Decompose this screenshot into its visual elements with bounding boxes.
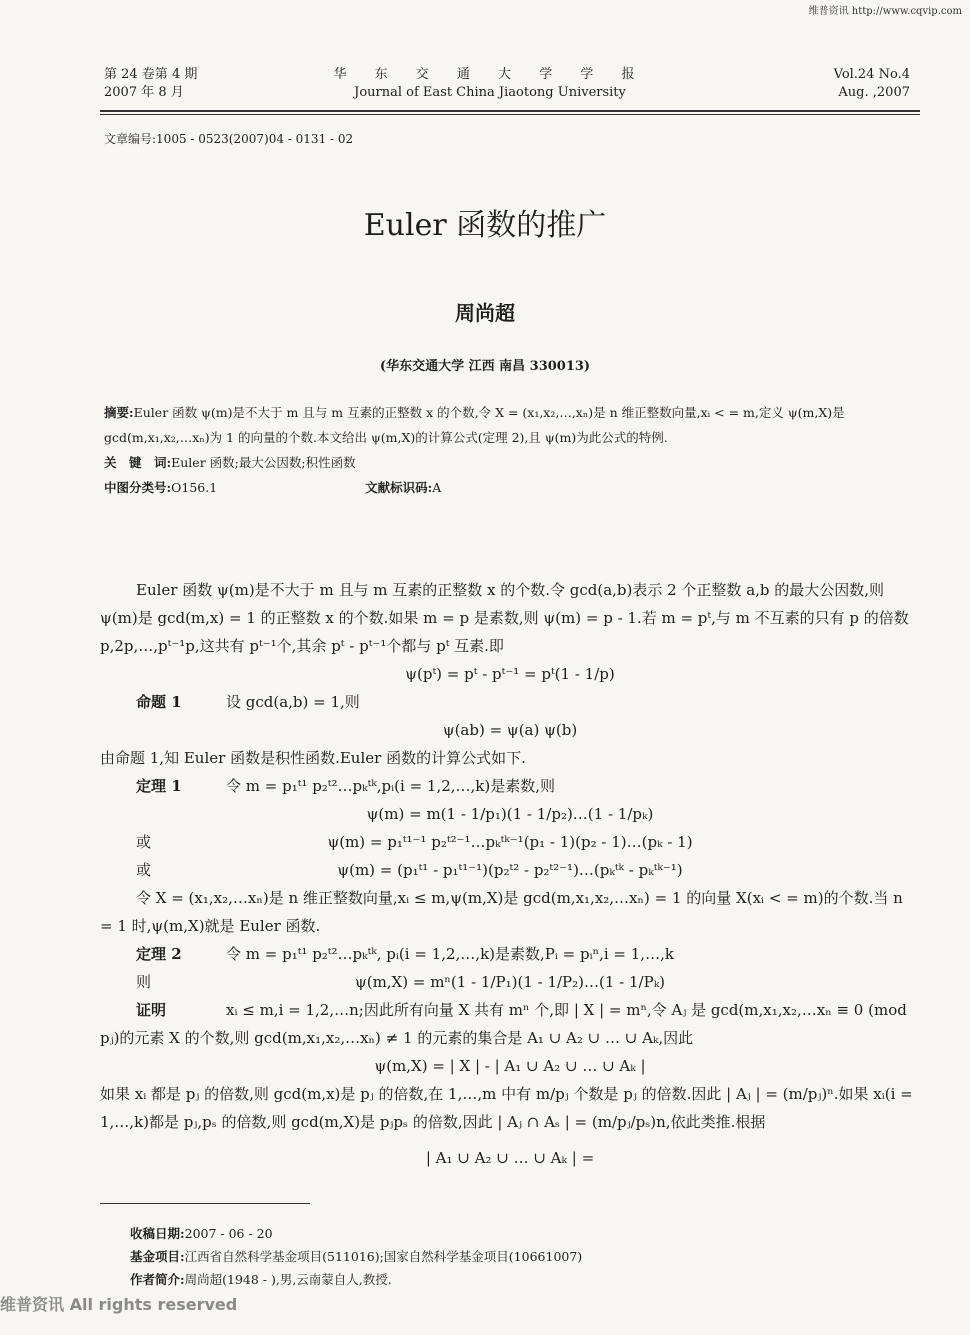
theorem-1-text: 令 m = p₁ᵗ¹ p₂ᵗ²…pₖᵗᵏ,pᵢ(i = 1,2,…,k)是素数,则 (226, 777, 556, 795)
equation-8: | A₁ ∪ A₂ ∪ … ∪ Aₖ | = (425, 1149, 595, 1167)
abstract-label: 摘要: (104, 405, 134, 420)
proposition-1-text: 设 gcd(a,b) = 1,则 (226, 693, 360, 711)
equation-5: ψ(m) = (p₁ᵗ¹ - p₁ᵗ¹⁻¹)(p₂ᵗ² - p₂ᵗ²⁻¹)…(pₖᵗᵏ - pₖᵗᵏ⁻¹) (337, 861, 683, 879)
paragraph-intro: Euler 函数 ψ(m)是不大于 m 且与 m 互素的正整数 x 的个数.令 gcd(a,b)表示 2 个正整数 a,b 的最大公因数,则 ψ(m)是 gcd(m,x) = 1 的正整数 x 的个数.如果 m = p 是素数,则 ψ(m) = p - 1.若 m = pᵗ,与 m 不互素的只有 p 的倍数 p,2p,…,pᵗ⁻¹p,这共有 pᵗ⁻¹个,其余 pᵗ - pᵗ⁻¹个都与 pᵗ 互素.即 (100, 581, 909, 655)
header-date-en: Aug. ,2007 (838, 85, 910, 100)
or-label-2: 或 (136, 861, 152, 879)
paragraph-multiplicative: 由命题 1,知 Euler 函数是积性函数.Euler 函数的计算公式如下. (100, 749, 526, 767)
equation-4-line (100, 828, 920, 856)
classification (104, 475, 920, 500)
affiliation: (华东交通大学 江西 南昌 330013) (379, 359, 591, 374)
footnote-label: 收稿日期: (130, 1226, 185, 1241)
body-text (100, 576, 920, 1172)
equation-5-line (100, 856, 920, 884)
clc-label: 中图分类号: (104, 480, 172, 495)
header-volume-info (104, 66, 197, 102)
abstract-block (104, 400, 920, 500)
footnote-text: 江西省自然科学基金项目(511016);国家自然科学基金项目(10661007) (184, 1249, 583, 1264)
theorem-1 (100, 772, 920, 800)
header-rule-thin (100, 114, 920, 115)
header-journal-cn: 华 东 交 通 大 学 学 报 (333, 67, 647, 82)
watermark: 维普资讯 All rights reserved (0, 1295, 238, 1314)
equation-6: ψ(m,X) = mⁿ(1 - 1/P₁)(1 - 1/P₂)…(1 - 1/Pₖ) (354, 973, 666, 991)
equation-3: ψ(m) = m(1 - 1/p₁)(1 - 1/p₂)…(1 - 1/pₖ) (366, 805, 654, 823)
or-label-1: 或 (136, 833, 152, 851)
footnotes (130, 1222, 582, 1291)
footnote-rule (100, 1203, 310, 1204)
equation-2: ψ(ab) = ψ(a) ψ(b) (442, 721, 578, 739)
top-source-note: 维普资讯 http://www.cqvip.com (808, 6, 962, 17)
proposition-1 (100, 688, 920, 716)
theorem-1-label: 定理 1 (136, 777, 182, 795)
equation-6-line (100, 968, 920, 996)
keywords (104, 450, 920, 475)
footnote-text: 周尚超(1948 - ),男,云南蒙自人,教授. (184, 1272, 392, 1287)
proof (100, 996, 920, 1052)
clc-value: O156.1 (171, 480, 218, 495)
header-vol-no: Vol.24 No.4 (833, 67, 910, 82)
footnote-label: 基金项目: (130, 1249, 185, 1264)
header-journal (300, 66, 680, 102)
keywords-text: Euler 函数;最大公因数;积性函数 (171, 455, 356, 470)
header-volume: 第 24 卷第 4 期 (104, 67, 198, 82)
header-rule (100, 110, 920, 112)
header-volume-en (834, 66, 910, 102)
proof-text: xᵢ ≤ m,i = 1,2,…n;因此所有向量 X 共有 mⁿ 个,即 | X | = mⁿ,令 Aⱼ 是 gcd(m,x₁,x₂,…xₙ ≡ 0 (mod pⱼ)的元素 X 的个数,则 gcd(m,x₁,x₂,…xₙ) ≠ 1 的元素的集合是 A₁ ∪ A₂ ∪ … ∪ Aₖ,因此 (100, 1001, 907, 1047)
author-name: 周尚超 (455, 301, 515, 325)
footnote-author (130, 1268, 582, 1291)
paper-title: Euler 函数的推广 (363, 208, 607, 243)
theorem-2-text: 令 m = p₁ᵗ¹ p₂ᵗ²…pₖᵗᵏ, pᵢ(i = 1,2,…,k)是素数,Pᵢ = pᵢⁿ,i = 1,…,k (226, 945, 674, 963)
paragraph-inclusion-exclusion: 如果 xᵢ 都是 pⱼ 的倍数,则 gcd(m,x)是 pⱼ 的倍数,在 1,…,m 中有 m/pⱼ 个数是 pⱼ 的倍数.因此 | Aⱼ | = (m/pⱼ)ⁿ.如果 xᵢ(i = 1,…,k)都是 pⱼ,pₛ 的倍数,则 gcd(m,X)是 pⱼpₛ 的倍数,因此 | Aⱼ ∩ Aₛ | = (m/pⱼ/pₛ)n,依此类推.根据 (100, 1085, 913, 1131)
theorem-2-label: 定理 2 (136, 945, 182, 963)
header-date: 2007 年 8 月 (104, 85, 184, 100)
abstract (104, 400, 920, 450)
doc-code-label: 文献标识码: (365, 480, 433, 495)
footnote-text: 2007 - 06 - 20 (184, 1226, 273, 1241)
equation-1: ψ(pᵗ) = pᵗ - pᵗ⁻¹ = pᵗ(1 - 1/p) (405, 665, 615, 683)
proof-label: 证明 (136, 1001, 167, 1019)
proposition-1-label: 命题 1 (136, 693, 182, 711)
then-label: 则 (136, 973, 152, 991)
equation-7: ψ(m,X) = | X | - | A₁ ∪ A₂ ∪ … ∪ Aₖ | (374, 1057, 646, 1075)
theorem-2 (100, 940, 920, 968)
abstract-text: Euler 函数 ψ(m)是不大于 m 且与 m 互素的正整数 x 的个数,令 X = (x₁,x₂,…,xₙ)是 n 维正整数向量,xᵢ < = m,定义 ψ(m,X)是 gcd(m,x₁,x₂,…xₙ)为 1 的向量的个数.本文给出 ψ(m,X)的计算公式(定理 2),且 ψ(m)为此公式的特例. (104, 405, 845, 445)
header-journal-en: Journal of East China Jiaotong University (354, 85, 626, 100)
article-number: 文章编号:1005 - 0523(2007)04 - 0131 - 02 (104, 132, 354, 146)
footnote-received (130, 1222, 582, 1245)
footnote-label: 作者简介: (130, 1272, 185, 1287)
equation-4: ψ(m) = p₁ᵗ¹⁻¹ p₂ᵗ²⁻¹…pₖᵗᵏ⁻¹(p₁ - 1)(p₂ - 1)…(pₖ - 1) (327, 833, 693, 851)
paragraph-definition: 令 X = (x₁,x₂,…xₙ)是 n 维正整数向量,xᵢ ≤ m,ψ(m,X)是 gcd(m,x₁,x₂,…xₙ) = 1 的向量 X(xᵢ < = m)的个数.当 n = 1 时,ψ(m,X)就是 Euler 函数. (100, 889, 903, 935)
keywords-label: 关 键 词: (104, 455, 172, 470)
footnote-funding (130, 1245, 582, 1268)
doc-code-value: A (432, 480, 442, 495)
